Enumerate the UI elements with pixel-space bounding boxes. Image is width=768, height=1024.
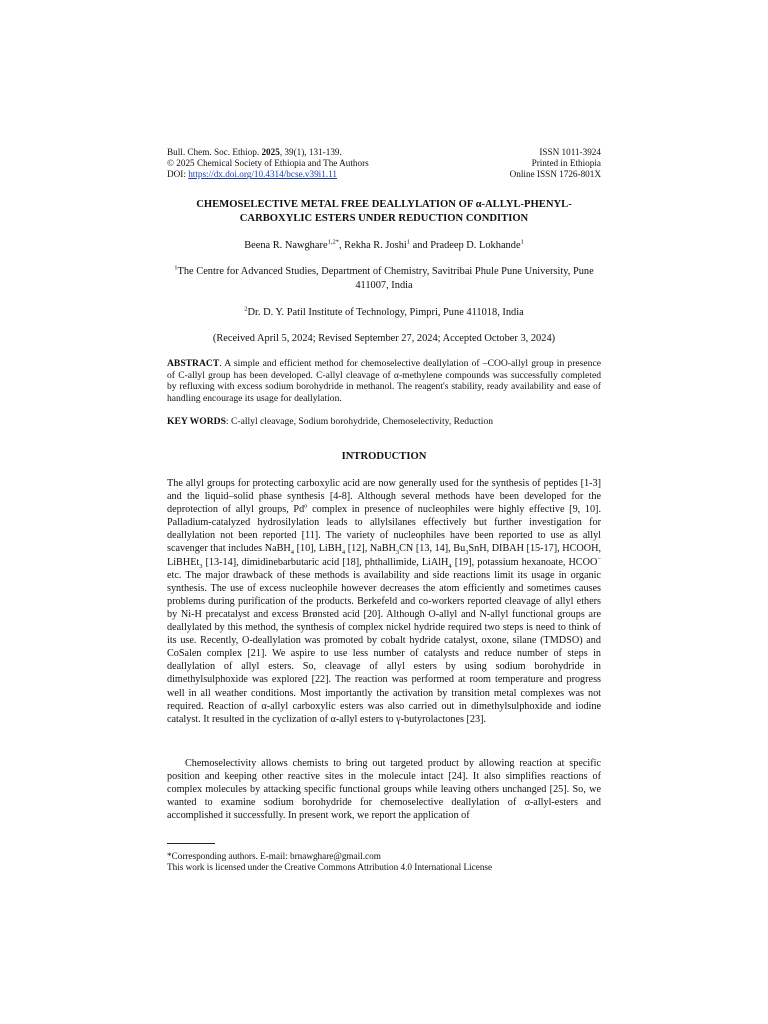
intro-paragraph-1 [167, 477, 601, 726]
volume-pages: , 39(1), 131-139. [279, 147, 342, 157]
copyright: © 2025 Chemical Society of Ethiopia and The Authors [167, 158, 369, 169]
affiliation-2 [167, 306, 601, 320]
license-note: This work is licensed under the Creative Commons Attribution 4.0 International License [167, 862, 493, 873]
footnote-divider [167, 843, 215, 844]
intro-paragraph-2: Chemoselectivity allows chemists to bring out targeted product by allowing reaction at specific position and keeping other reactive sites in the molecule intact [24]. It also simplifies reactions of complex molecules by attacking specific functional groups while leaving others unchanged [25]. So, we wanted to examine sodium borohydride for chemoselective deallylation of α-allyl-esters and accomplished it successfully. In present work, we report the application of [167, 758, 601, 822]
doi-label: DOI: [167, 169, 189, 180]
text-run: complex in presence of nucleophiles were highly effective [9, 10]. Palladium-catalyzed hydrosilylation leads to allylsilanes effectively but further investigation for deallylation not been reported [11]. The variety of nucleophiles have been reported to use as allyl scavenger that includes NaBH [167, 504, 601, 555]
online-issn: Online ISSN 1726-801X [509, 169, 601, 180]
article-dates: (Received April 5, 2024; Revised September 27, 2024; Accepted October 3, 2024) [212, 333, 556, 344]
keywords-text: : C-allyl cleavage, Sodium borohydride, Chemoselectivity, Reduction [225, 416, 494, 427]
corresponding-author-note: *Corresponding authors. E-mail: brnawghare@gmail.com [167, 851, 381, 861]
subscript: 4 [290, 549, 294, 557]
author-1-sup: 1,2* [327, 238, 339, 246]
affiliation-2-sup: 2 [244, 305, 248, 313]
subscript: 4 [341, 549, 346, 557]
author-2: , Rekha R. Joshi [338, 240, 407, 251]
text-run: [12], NaBH [345, 543, 396, 555]
doi-line [167, 169, 337, 180]
affiliation-1-text: The Centre for Advanced Studies, Department of Chemistry, Savitribai Phule Pune University, Pune 411007, India [177, 266, 594, 291]
affiliation-1-sup: 1 [174, 264, 178, 272]
affiliation-1 [167, 265, 601, 292]
text-run: [10], LiBH [294, 543, 342, 555]
title-line-2: CARBOXYLIC ESTERS UNDER REDUCTION CONDITION [239, 213, 529, 224]
author-3-sup: 1 [520, 238, 524, 246]
footnotes [167, 851, 601, 874]
keywords [167, 416, 601, 428]
text-run: CN [13, 14], Bu [399, 543, 466, 555]
citation-line [167, 147, 342, 158]
author-2-sup: 1 [406, 238, 411, 246]
subscript: 4 [448, 562, 452, 570]
section-heading-introduction: INTRODUCTION [341, 451, 427, 462]
author-3: and Pradeep D. Lokhande [410, 240, 521, 251]
journal-header [167, 147, 601, 181]
title-line-1: CHEMOSELECTIVE METAL FREE DEALLYLATION OF α-ALLYL-PHENYL- [196, 199, 572, 210]
subscript: 3 [395, 549, 400, 557]
text-run: The allyl groups for protecting carboxylic acid are now generally used for the synthesis of peptides [1-3] and the liquid–solid phase synthesis [4-8]. Although several methods have been developed for the deprotection of allyl groups, Pd [167, 478, 601, 516]
text-run: [13-14], dimidinebarbutaric acid [18], phthallimide, LiAlH [202, 556, 449, 568]
affiliation-2-text: Dr. D. Y. Patil Institute of Technology, Pimpri, Pune 411018, India [247, 307, 524, 318]
printed-in: Printed in Ethiopia [531, 158, 601, 169]
superscript: o [304, 502, 308, 510]
text-run: etc. The major drawback of these methods is availability and side reactions limit its usage in organic synthesis. The use of excess nucleophile however decreases the atom efficiently and sometimes causes problems during purification of the products. Berkefeld and co-workers reported cleavage of allyl ethers by Ni-H precatalyst and excess Brønsted acid [20]. Although O-allyl and N-allyl functional groups are deallylated by this method, the synthesis of complex nickel hydride required two steps is need to think of its use. Recently, O-deallylation was promoted by cobalt hydride catalyst, oxone, silane (TMDSO) and CoSalen complex [21]. We aspire to use less number of catalysts and reduce number of steps in deallylation of allyl esters. So, cleavage of allyl esters by using sodium borohydride in dimethylsulphoxide was explored [22]. The reaction was performed at room temperature and progress well in all weather conditions. Most importantly the activation by transition metal complexes was not required. Reaction of α-allyl carboxylic esters was also carried out in dimethylsulphoxide and iodine catalyst. It resulted in the cyclization of α-allyl esters to γ-butyrolactones [23]. [167, 569, 601, 725]
issn: ISSN 1011-3924 [539, 147, 601, 157]
superscript: − [597, 555, 601, 563]
abstract [167, 358, 601, 404]
author-1: Beena R. Nawghare [244, 240, 328, 251]
text-run: SnH, DIBAH [15-17], HCOOH, LiBHEt [167, 543, 602, 568]
journal-year: 2025 [261, 147, 280, 157]
journal-name: Bull. Chem. Soc. Ethiop. [167, 147, 262, 157]
author-list [167, 239, 601, 253]
article-title [167, 198, 601, 226]
abstract-text: . A simple and efficient method for chemoselective deallylation of –COO-allyl group in presence of C-allyl group has been developed. C-allyl cleavage of α-methylene compounds was successfully completed by refluxing with excess sodium borohydride in methanol. The reagent's stability, ready availability and ease of handling encourage its usage for deallylation. [167, 358, 601, 404]
keywords-label: KEY WORDS [167, 416, 226, 427]
abstract-label: ABSTRACT [167, 358, 220, 369]
text-run: [19], potassium hexanoate, HCOO [451, 556, 598, 568]
doi-link[interactable]: https://dx.doi.org/10.4314/bcse.v39i1.11 [188, 169, 337, 180]
subscript: 3 [465, 549, 469, 557]
subscript: 3 [199, 562, 203, 570]
